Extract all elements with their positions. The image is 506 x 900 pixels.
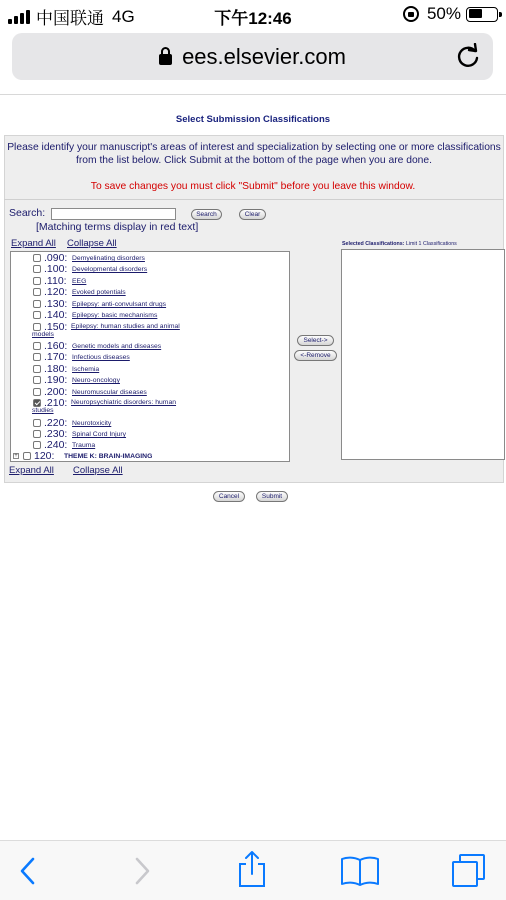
item-label[interactable]: Epilepsy: anti-convulsant drugs <box>72 301 167 308</box>
item-label[interactable]: EEG <box>72 278 87 285</box>
item-code: .200: <box>44 386 68 398</box>
item-label[interactable]: Neuromuscular diseases <box>72 389 147 396</box>
rotation-lock-icon <box>403 6 419 22</box>
item-label[interactable]: Neurotoxicity <box>72 420 112 427</box>
panel-divider <box>4 199 504 200</box>
item-label[interactable]: THEME K: BRAIN-IMAGING <box>64 453 153 460</box>
checkbox[interactable] <box>33 441 41 449</box>
item-label[interactable]: Evoked potentials <box>72 289 126 296</box>
reload-icon[interactable] <box>455 43 481 69</box>
item-code: .110: <box>44 275 67 287</box>
expand-all-link-bottom[interactable]: Expand All <box>9 465 54 476</box>
url-text: ees.elsevier.com <box>182 44 346 69</box>
checkbox-checked[interactable] <box>33 399 41 407</box>
instructions-text: Please identify your manuscript's areas of interest and specialization by selecting one or more classifications from the list below. Click Submit at the bottom of the page when you are done. <box>7 142 501 166</box>
status-right <box>403 4 498 24</box>
selected-label-limit: Limit 1 Classifications <box>404 241 457 247</box>
safari-toolbar <box>0 841 506 900</box>
collapse-all-link-top[interactable]: Collapse All <box>67 238 117 249</box>
expand-icon[interactable]: + <box>14 453 18 459</box>
bookmarks-icon[interactable] <box>340 855 380 887</box>
item-label[interactable]: Epilepsy: basic mechanisms <box>72 312 158 319</box>
address-text-wrap <box>12 44 493 70</box>
item-code: .240: <box>44 439 68 451</box>
carrier-name: 中国联通 <box>36 9 104 28</box>
share-icon[interactable] <box>236 849 268 889</box>
forward-icon <box>130 856 154 886</box>
remove-button[interactable]: <-Remove <box>294 350 337 361</box>
select-button[interactable]: Select-> <box>297 335 334 346</box>
warning-text: To save changes you must click "Submit" before you leave this window. <box>90 181 416 192</box>
item-code: .160: <box>44 340 68 352</box>
checkbox[interactable] <box>33 254 41 262</box>
cancel-button[interactable]: Cancel <box>213 491 245 502</box>
item-code: .120: <box>44 286 68 298</box>
item-label[interactable]: Demyelinating disorders <box>72 255 145 262</box>
item-code: .230: <box>44 428 68 440</box>
checkbox[interactable] <box>33 419 41 427</box>
item-label[interactable]: Infectious diseases <box>72 354 130 361</box>
item-code: .090: <box>44 252 68 264</box>
item-code: .220: <box>44 417 68 429</box>
checkbox[interactable] <box>33 311 41 319</box>
checkbox[interactable] <box>33 376 41 384</box>
item-label[interactable]: Spinal Cord Injury <box>72 431 127 438</box>
item-code: .180: <box>44 363 68 375</box>
padlock-icon <box>159 54 172 65</box>
battery-icon <box>466 7 498 22</box>
tree-item[interactable] <box>11 397 289 417</box>
item-label[interactable]: Trauma <box>72 442 96 449</box>
checkbox[interactable] <box>33 265 41 273</box>
checkbox[interactable] <box>33 430 41 438</box>
checkbox[interactable] <box>33 288 41 296</box>
item-code: .210: <box>44 397 68 409</box>
checkbox[interactable] <box>33 388 41 396</box>
search-label: Search: <box>9 207 46 219</box>
checkbox[interactable] <box>33 353 41 361</box>
item-code: .170: <box>44 351 68 363</box>
battery-percent: 50% <box>426 4 461 23</box>
back-icon[interactable] <box>16 856 40 886</box>
checkbox[interactable] <box>23 452 31 460</box>
search-hint: [Matching terms display in red text] <box>36 221 199 233</box>
item-label[interactable]: Developmental disorders <box>72 266 148 273</box>
item-code: .140: <box>44 309 68 321</box>
network-type: 4G <box>112 6 135 26</box>
classification-tree[interactable] <box>10 251 290 462</box>
checkbox[interactable] <box>33 300 41 308</box>
item-label[interactable]: Neuro-oncology <box>72 377 120 384</box>
address-bar[interactable] <box>12 33 493 80</box>
page-title: Select Submission Classifications <box>175 114 331 125</box>
collapse-all-link-bottom[interactable]: Collapse All <box>73 465 123 476</box>
checkbox[interactable] <box>33 342 41 350</box>
checkbox[interactable] <box>33 277 41 285</box>
status-time: 下午12:46 <box>214 9 292 28</box>
item-code: .150: <box>44 321 68 333</box>
search-input[interactable] <box>51 208 176 220</box>
selected-classifications-box[interactable] <box>341 249 505 460</box>
selected-label-bold: Selected Classifications: <box>342 241 405 247</box>
selected-classifications-label <box>342 241 457 247</box>
status-bar <box>0 0 506 30</box>
item-label[interactable]: Ischemia <box>72 366 100 373</box>
item-code: 120: <box>34 450 55 462</box>
item-code: .130: <box>44 298 68 310</box>
checkbox[interactable] <box>33 323 41 331</box>
item-label[interactable]: Epilepsy: human studies and animal models <box>32 323 180 338</box>
item-code: .100: <box>44 263 68 275</box>
checkbox[interactable] <box>33 365 41 373</box>
tabs-icon[interactable] <box>450 852 488 890</box>
item-code: .190: <box>44 374 68 386</box>
submit-button[interactable]: Submit <box>256 491 288 502</box>
item-label[interactable]: Genetic models and diseases <box>72 343 162 350</box>
chrome-divider <box>0 94 506 95</box>
search-button[interactable]: Search <box>191 209 222 220</box>
item-label[interactable]: Neuropsychiatric disorders: human studies <box>32 399 177 414</box>
tree-item[interactable] <box>11 321 289 341</box>
expand-all-link-top[interactable]: Expand All <box>11 238 56 249</box>
clear-button[interactable]: Clear <box>239 209 266 220</box>
